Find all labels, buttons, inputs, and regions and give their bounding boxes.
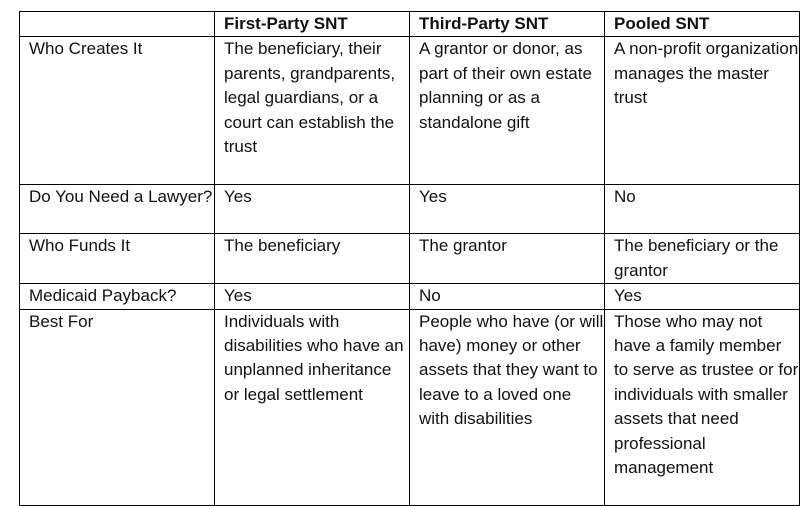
header-row <box>20 12 800 37</box>
row-label-best-for: Best For <box>20 309 215 505</box>
column-header-first-party: First-Party SNT <box>215 12 410 37</box>
table-cell: The grantor <box>410 234 605 284</box>
table-cell: A non-profit organization manages the master trust <box>605 37 800 185</box>
table-cell: A grantor or donor, as part of their own estate planning or as a standalone gift <box>410 37 605 185</box>
table-cell: Yes <box>605 284 800 309</box>
row-label-who-funds: Who Funds It <box>20 234 215 284</box>
table-cell: People who have (or will have) money or other assets that they want to leave to a loved one with disabilities <box>410 309 605 505</box>
table-cell: The beneficiary, their parents, grandparents, legal guardians, or a court can establish the trust <box>215 37 410 185</box>
table-cell: No <box>605 185 800 234</box>
snt-comparison-table <box>19 11 800 506</box>
table-cell: Yes <box>215 284 410 309</box>
table-row <box>20 309 800 505</box>
row-label-who-creates: Who Creates It <box>20 37 215 185</box>
table-row <box>20 185 800 234</box>
table-row <box>20 37 800 185</box>
table-cell: The beneficiary or the grantor <box>605 234 800 284</box>
table-row <box>20 234 800 284</box>
table-cell: No <box>410 284 605 309</box>
row-label-medicaid-payback: Medicaid Payback? <box>20 284 215 309</box>
table-cell: Yes <box>410 185 605 234</box>
table-row <box>20 284 800 309</box>
column-header-third-party: Third-Party SNT <box>410 12 605 37</box>
column-header-pooled: Pooled SNT <box>605 12 800 37</box>
table-cell: The beneficiary <box>215 234 410 284</box>
table-cell: Yes <box>215 185 410 234</box>
corner-header-cell <box>20 12 215 37</box>
table-cell: Those who may not have a family member to serve as trustee or for individuals with smaller assets that need professional management <box>605 309 800 505</box>
row-label-lawyer: Do You Need a Lawyer? <box>20 185 215 234</box>
table-cell: Individuals with disabilities who have an unplanned inheritance or legal settlement <box>215 309 410 505</box>
